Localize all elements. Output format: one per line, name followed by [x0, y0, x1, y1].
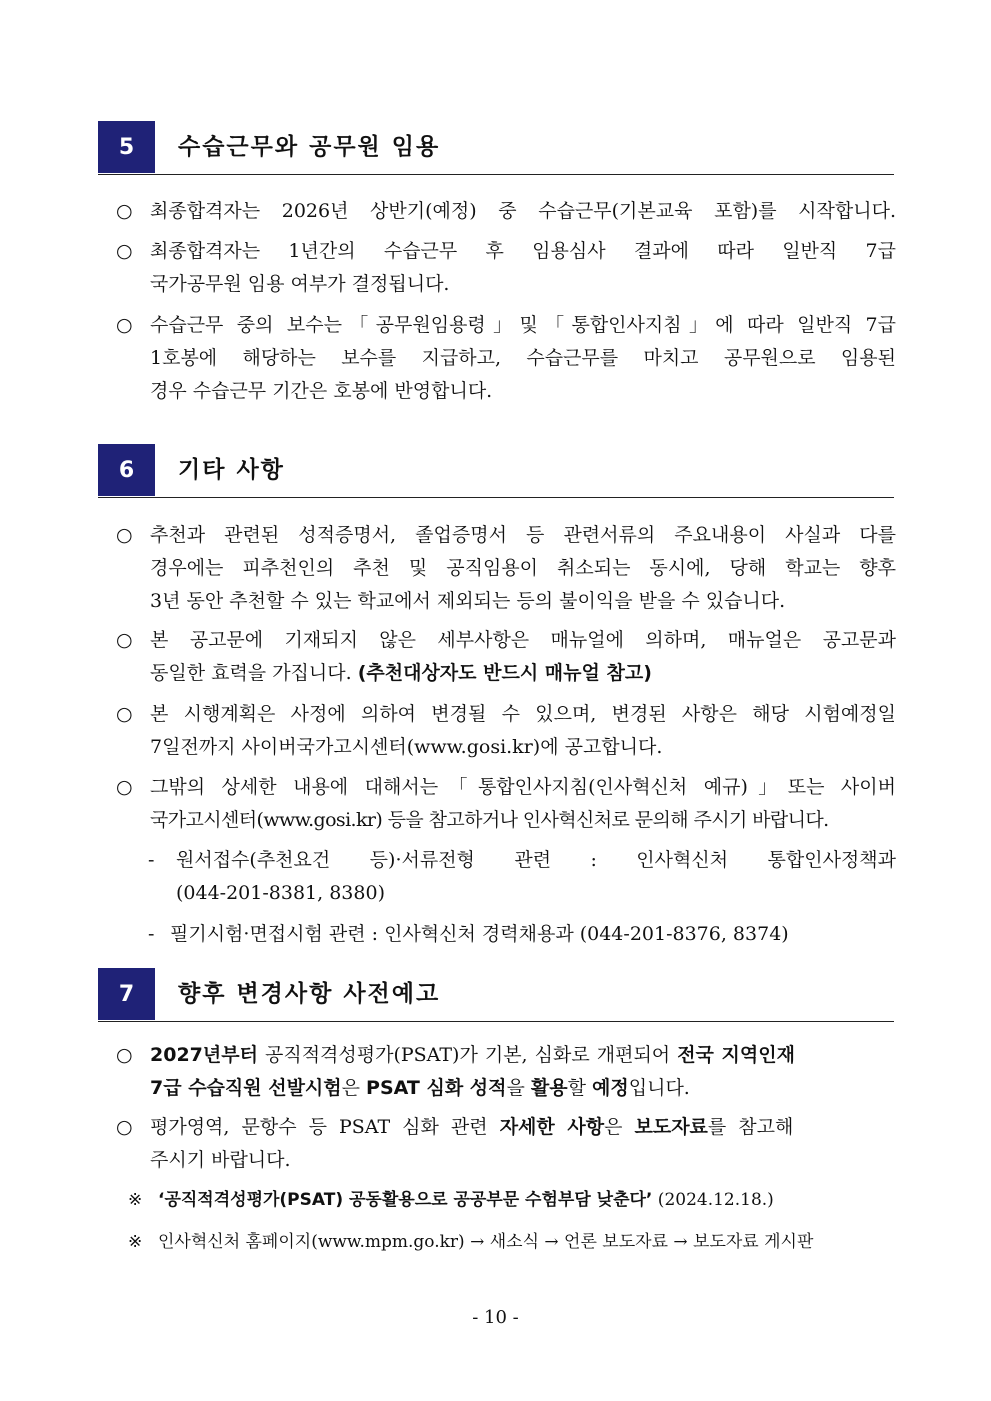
item-text: 본 시행계획은 사정에 의하여 변경될 수 있으며, 변경된 사항은 해당 시험예정일 [150, 703, 896, 725]
circle-bullet-icon: ○ [116, 1116, 133, 1138]
item-text: 입니다. [628, 1077, 690, 1099]
reference-note [128, 1227, 813, 1257]
bold-text: 보도자료 [634, 1116, 708, 1138]
bold-note: (추천대상자도 반드시 매뉴얼 참고) [357, 662, 652, 684]
reference-mark-icon: ※ [128, 1232, 143, 1252]
item-text-line [150, 657, 896, 690]
section-number-badge: 6 [98, 444, 155, 496]
section-divider [98, 174, 894, 175]
navigation-path: 인사혁신처 홈페이지(www.mpm.go.kr) → 새소식 → 언론 보도자료 → 보도자료 게시판 [158, 1232, 814, 1252]
bold-text: 2027년부터 [150, 1044, 258, 1066]
reference-mark-icon: ※ [128, 1190, 143, 1210]
contact-phone: (044-201-8381, 8380) [176, 882, 385, 904]
item-text: 평가영역, 문항수 등 PSAT 심화 관련 [150, 1116, 500, 1138]
item-text: 을 [506, 1077, 531, 1099]
section-number-badge: 7 [98, 968, 155, 1020]
bold-text: 7급 수습직원 선발시험 [150, 1077, 342, 1099]
bold-text: 활용 [530, 1077, 568, 1099]
item-text: 최종합격자는 1년간의 수습근무 후 임용심사 결과에 따라 일반직 7급 [150, 240, 896, 262]
item-text: 1호봉에 해당하는 보수를 지급하고, 수습근무를 마치고 공무원으로 임용된 [150, 347, 896, 369]
item-text: 동일한 효력을 가집니다. [150, 662, 358, 684]
item-text: 은 [604, 1116, 635, 1138]
press-release-title: ‘공직적격성평가(PSAT) 공동활용으로 공공부문 수험부담 낮춘다’ [158, 1190, 653, 1210]
section-number-badge: 5 [98, 121, 155, 173]
item-text-line [150, 1111, 896, 1144]
contact-dash: - [148, 923, 155, 945]
item-text-line [150, 1072, 896, 1105]
item-text: 수습근무 중의 보수는「공무원임용령」및「통합인사지침」에 따라 일반직 7급 [150, 314, 896, 336]
item-text: 국가공무원 임용 여부가 결정됩니다. [150, 273, 450, 295]
section-title: 기타 사항 [178, 457, 285, 483]
circle-bullet-icon: ○ [116, 776, 133, 798]
bold-text: 자세한 사항 [499, 1116, 605, 1138]
circle-bullet-icon: ○ [116, 1044, 133, 1066]
item-text: 할 [567, 1077, 593, 1099]
item-text: 를 참고해 [707, 1116, 794, 1138]
contact-text: 원서접수(추천요건 등)·서류전형 관련 : 인사혁신처 통합인사정책과 [176, 849, 896, 871]
item-text: 공직적격성평가(PSAT)가 기본, 심화로 개편되어 [257, 1044, 678, 1066]
section-divider [98, 1021, 894, 1022]
circle-bullet-icon: ○ [116, 629, 133, 651]
press-release-date: (2024.12.18.) [652, 1190, 774, 1210]
reference-note [128, 1185, 774, 1215]
section-7-header [98, 968, 894, 1020]
item-text: 7일전까지 사이버국가고시센터(www.gosi.kr)에 공고합니다. [150, 736, 663, 758]
item-text: 최종합격자는 2026년 상반기(예정) 중 수습근무(기본교육 포함)를 시작합니다. [150, 200, 896, 222]
section-6-header [98, 444, 894, 496]
section-title: 향후 변경사항 사전예고 [178, 981, 441, 1007]
section-5-header [98, 121, 894, 173]
item-text: 3년 동안 추천할 수 있는 학교에서 제외되는 등의 불이익을 받을 수 있습니다. [150, 590, 786, 612]
contact-text: 필기시험·면접시험 관련 : 인사혁신처 경력채용과 (044-201-8376, 8374) [170, 923, 789, 945]
section-divider [98, 497, 894, 498]
section-title: 수습근무와 공무원 임용 [178, 134, 441, 160]
bold-text: PSAT 심화 성적 [366, 1077, 507, 1099]
contact-dash: - [148, 849, 155, 871]
item-text: 본 공고문에 기재되지 않은 세부사항은 매뉴얼에 의하며, 매뉴얼은 공고문과 [150, 629, 896, 651]
item-text: 국가고시센터(www.gosi.kr) 등을 참고하거나 인사혁신처로 문의해 주시기 바랍니다. [150, 809, 829, 831]
page-number: - 10 - [472, 1307, 519, 1328]
circle-bullet-icon: ○ [116, 240, 133, 262]
item-text: 그밖의 상세한 내용에 대해서는「통합인사지침(인사혁신처 예규)」또는 사이버 [150, 776, 896, 798]
circle-bullet-icon: ○ [116, 200, 133, 222]
item-text-line [150, 1039, 896, 1072]
bold-text: 전국 지역인재 [677, 1044, 795, 1066]
item-text: 은 [341, 1077, 367, 1099]
item-text: 추천과 관련된 성적증명서, 졸업증명서 등 관련서류의 주요내용이 사실과 다를 [150, 524, 896, 546]
circle-bullet-icon: ○ [116, 703, 133, 725]
circle-bullet-icon: ○ [116, 314, 133, 336]
bold-text: 예정 [592, 1077, 629, 1099]
item-text: 경우 수습근무 기간은 호봉에 반영합니다. [150, 380, 493, 402]
item-text: 주시기 바랍니다. [150, 1149, 291, 1171]
circle-bullet-icon: ○ [116, 524, 133, 546]
item-text: 경우에는 피추천인의 추천 및 공직임용이 취소되는 동시에, 당해 학교는 향후 [150, 557, 896, 579]
